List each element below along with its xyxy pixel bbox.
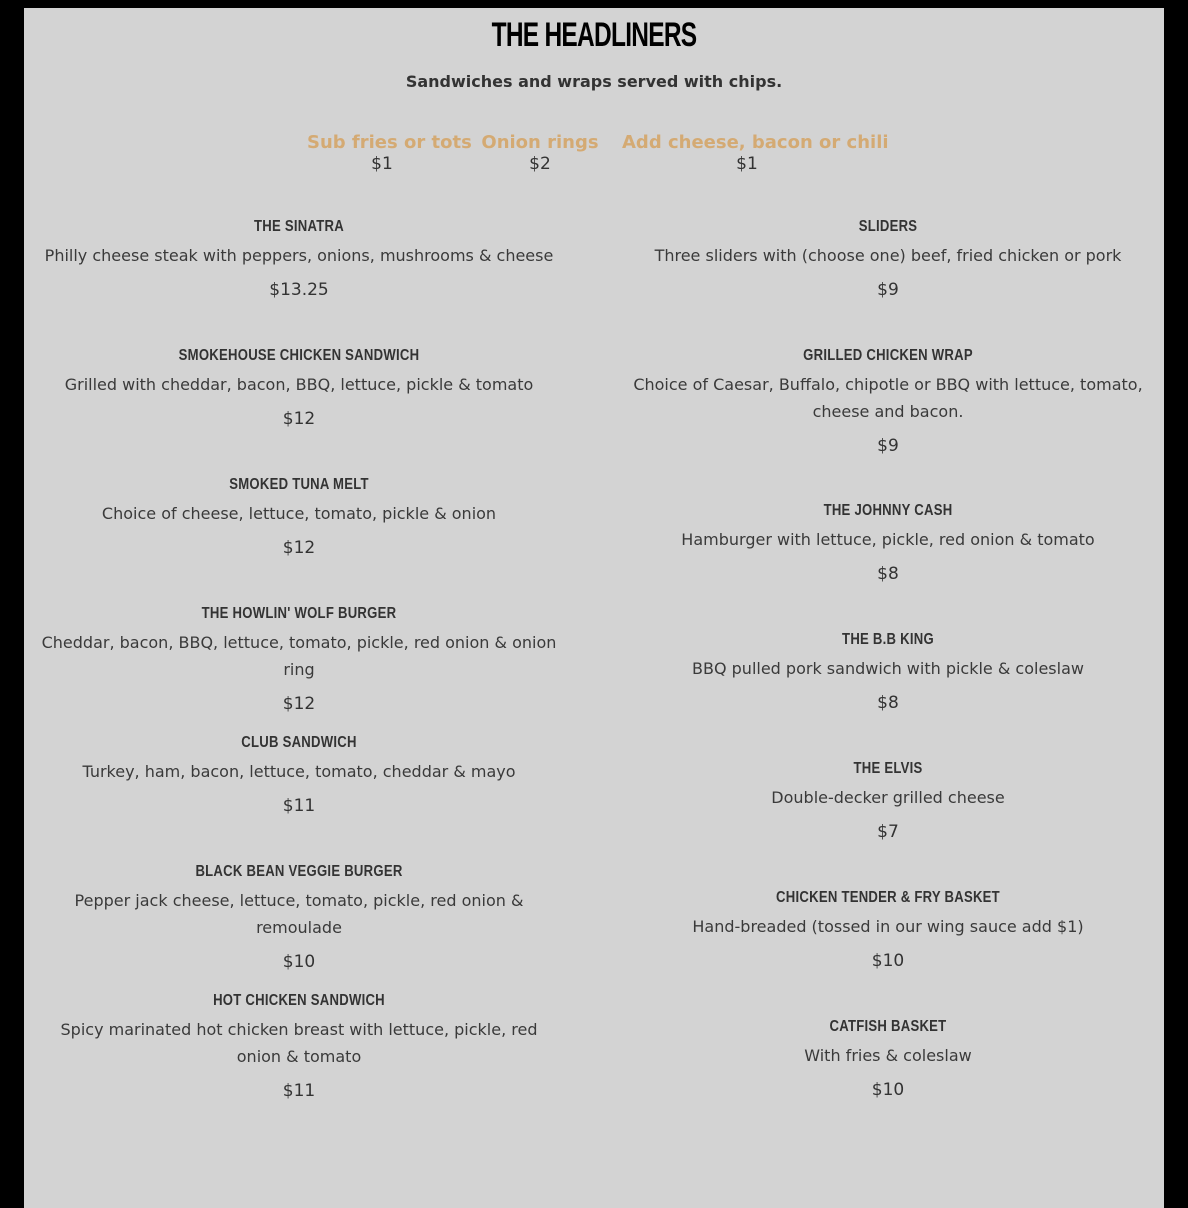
- item-name: SMOKEHOUSE CHICKEN SANDWICH: [178, 347, 420, 364]
- menu-item: [614, 1018, 1162, 1100]
- item-price: $12: [282, 694, 316, 714]
- item-name: THE B.B KING: [842, 631, 934, 648]
- item-price: $8: [877, 693, 899, 713]
- item-price: $9: [877, 436, 899, 456]
- item-price: $12: [282, 409, 316, 429]
- item-name: CHICKEN TENDER & FRY BASKET: [776, 889, 1000, 906]
- menu-item: [40, 992, 558, 1101]
- menu-item: [614, 889, 1162, 971]
- item-price: $10: [282, 952, 316, 972]
- menu-item: [40, 347, 558, 429]
- item-price: $11: [282, 796, 316, 816]
- addon-label: Sub fries or tots: [307, 132, 472, 153]
- item-description: Hamburger with lettuce, pickle, red onion & tomato: [681, 530, 1095, 549]
- item-description: Double-decker grilled cheese: [771, 788, 1005, 807]
- item-price: $10: [871, 951, 905, 971]
- menu-item: [40, 218, 558, 300]
- item-description: BBQ pulled pork sandwich with pickle & coleslaw: [692, 659, 1084, 678]
- menu-item: [614, 760, 1162, 842]
- item-name: CLUB SANDWICH: [241, 734, 357, 751]
- item-name: BLACK BEAN VEGGIE BURGER: [195, 863, 403, 880]
- addon-price: $1: [371, 154, 393, 174]
- item-name: THE JOHNNY CASH: [823, 502, 953, 519]
- item-name: THE ELVIS: [853, 760, 923, 777]
- item-description: Grilled with cheddar, bacon, BBQ, lettuce, pickle & tomato: [64, 375, 534, 394]
- item-name: THE HOWLIN' WOLF BURGER: [201, 605, 397, 622]
- item-price: $8: [877, 564, 899, 584]
- menu-subtitle: Sandwiches and wraps served with chips.: [405, 72, 783, 91]
- menu-panel: [24, 8, 1164, 1208]
- item-description: Spicy marinated hot chicken breast with lettuce, pickle, red onion & tomato: [60, 1020, 538, 1066]
- item-description: Hand-breaded (tossed in our wing sauce add $1): [692, 917, 1084, 936]
- addon-sub-fries: [307, 132, 472, 174]
- item-description: Choice of Caesar, Buffalo, chipotle or BBQ with lettuce, tomato, cheese and bacon.: [633, 375, 1143, 421]
- item-name: HOT CHICKEN SANDWICH: [213, 992, 385, 1009]
- item-price: $11: [282, 1081, 316, 1101]
- item-name: SMOKED TUNA MELT: [229, 476, 369, 493]
- addon-cheese-bacon-chili: [622, 132, 889, 174]
- menu-title: THE HEADLINERS: [491, 16, 697, 54]
- item-description: With fries & coleslaw: [804, 1046, 972, 1065]
- menu-item: [40, 734, 558, 816]
- item-name: THE SINATRA: [254, 218, 344, 235]
- item-description: Pepper jack cheese, lettuce, tomato, pickle, red onion & remoulade: [74, 891, 524, 937]
- menu-item: [40, 605, 558, 714]
- item-name: CATFISH BASKET: [829, 1018, 947, 1035]
- addon-onion-rings: [480, 132, 600, 174]
- menu-item: [614, 502, 1162, 584]
- item-price: $9: [877, 280, 899, 300]
- menu-item: [40, 476, 558, 558]
- addon-price: $1: [736, 154, 758, 174]
- menu-item: [614, 347, 1162, 456]
- item-description: Philly cheese steak with peppers, onions, mushrooms & cheese: [44, 246, 554, 265]
- item-description: Choice of cheese, lettuce, tomato, pickle & onion: [101, 504, 497, 523]
- menu-item: [614, 218, 1162, 300]
- item-price: $13.25: [269, 280, 329, 300]
- item-description: Three sliders with (choose one) beef, fried chicken or pork: [654, 246, 1122, 265]
- menu-item: [614, 631, 1162, 713]
- item-description: Turkey, ham, bacon, lettuce, tomato, cheddar & mayo: [82, 762, 516, 781]
- item-price: $10: [871, 1080, 905, 1100]
- item-price: $12: [282, 538, 316, 558]
- item-name: GRILLED CHICKEN WRAP: [803, 347, 973, 364]
- addon-label: Onion rings: [481, 132, 599, 153]
- item-name: SLIDERS: [858, 218, 918, 235]
- item-price: $7: [877, 822, 899, 842]
- menu-item: [40, 863, 558, 972]
- addon-label: Add cheese, bacon or chili: [622, 132, 889, 153]
- item-description: Cheddar, bacon, BBQ, lettuce, tomato, pickle, red onion & onion ring: [41, 633, 557, 679]
- addon-price: $2: [529, 154, 551, 174]
